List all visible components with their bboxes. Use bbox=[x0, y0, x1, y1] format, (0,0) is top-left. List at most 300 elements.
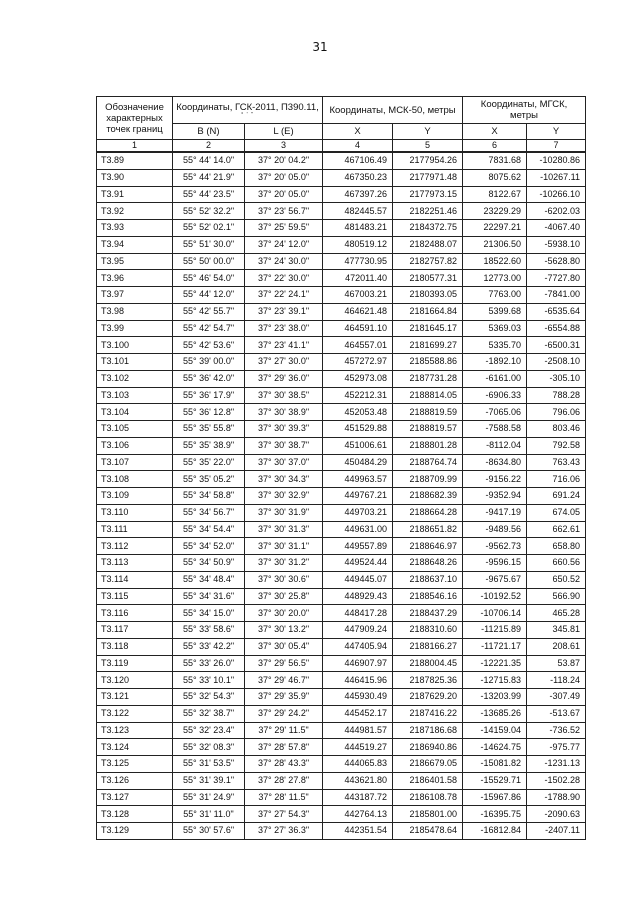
cell-msk-x: 449631.00 bbox=[323, 521, 393, 538]
cell-msk-y: 2182251.46 bbox=[393, 203, 463, 220]
cell-msk-y: 2188546.16 bbox=[393, 588, 463, 605]
table-row bbox=[97, 253, 586, 270]
cell-mgsk-x: 5399.68 bbox=[463, 303, 527, 320]
cell-latitude-b: 55° 34' 50.9" bbox=[173, 555, 245, 572]
column-number: 2 bbox=[173, 140, 245, 153]
cell-msk-x: 442351.54 bbox=[323, 823, 393, 840]
cell-point-id: Т3.118 bbox=[97, 638, 173, 655]
cell-msk-x: 464557.01 bbox=[323, 337, 393, 354]
cell-point-id: Т3.112 bbox=[97, 538, 173, 555]
cell-latitude-b: 55° 44' 14.0" bbox=[173, 152, 245, 169]
cell-msk-x: 450484.29 bbox=[323, 454, 393, 471]
table-row bbox=[97, 739, 586, 756]
table-row bbox=[97, 521, 586, 538]
cell-point-id: Т3.95 bbox=[97, 253, 173, 270]
cell-latitude-b: 55° 32' 38.7" bbox=[173, 705, 245, 722]
cell-mgsk-x: -6161.00 bbox=[463, 370, 527, 387]
table-row bbox=[97, 471, 586, 488]
cell-msk-x: 482445.57 bbox=[323, 203, 393, 220]
table-row bbox=[97, 270, 586, 287]
cell-mgsk-x: -9596.15 bbox=[463, 555, 527, 572]
cell-mgsk-x: -16395.75 bbox=[463, 806, 527, 823]
cell-msk-y: 2188801.28 bbox=[393, 437, 463, 454]
cell-latitude-b: 55° 33' 42.2" bbox=[173, 638, 245, 655]
cell-msk-y: 2186940.86 bbox=[393, 739, 463, 756]
cell-longitude-l: 37° 30' 20.0" bbox=[245, 605, 323, 622]
cell-latitude-b: 55° 32' 08.3" bbox=[173, 739, 245, 756]
cell-latitude-b: 55° 33' 26.0" bbox=[173, 655, 245, 672]
cell-longitude-l: 37° 30' 05.4" bbox=[245, 638, 323, 655]
cell-mgsk-x: -8112.04 bbox=[463, 437, 527, 454]
table-row bbox=[97, 488, 586, 505]
table-row bbox=[97, 504, 586, 521]
cell-msk-y: 2188166.27 bbox=[393, 638, 463, 655]
cell-msk-y: 2188004.45 bbox=[393, 655, 463, 672]
cell-msk-x: 448929.43 bbox=[323, 588, 393, 605]
subheader-b: B (N) bbox=[173, 124, 245, 140]
cell-mgsk-x: -11215.89 bbox=[463, 622, 527, 639]
cell-msk-y: 2188646.97 bbox=[393, 538, 463, 555]
cell-point-id: Т3.120 bbox=[97, 672, 173, 689]
cell-msk-x: 443621.80 bbox=[323, 772, 393, 789]
cell-latitude-b: 55° 35' 22.0" bbox=[173, 454, 245, 471]
cell-mgsk-y: -2508.10 bbox=[527, 354, 586, 371]
cell-mgsk-y: -513.67 bbox=[527, 705, 586, 722]
column-number-row bbox=[97, 140, 586, 153]
cell-msk-y: 2187825.36 bbox=[393, 672, 463, 689]
coordinates-table-container bbox=[96, 96, 585, 840]
cell-point-id: Т3.116 bbox=[97, 605, 173, 622]
cell-mgsk-y: -736.52 bbox=[527, 722, 586, 739]
cell-longitude-l: 37° 30' 25.8" bbox=[245, 588, 323, 605]
cell-longitude-l: 37° 22' 30.0" bbox=[245, 270, 323, 287]
table-row bbox=[97, 387, 586, 404]
cell-mgsk-y: -1788.90 bbox=[527, 789, 586, 806]
cell-msk-y: 2180393.05 bbox=[393, 287, 463, 304]
cell-latitude-b: 55° 34' 31.6" bbox=[173, 588, 245, 605]
table-row bbox=[97, 538, 586, 555]
cell-mgsk-x: -1892.10 bbox=[463, 354, 527, 371]
cell-msk-y: 2177973.15 bbox=[393, 186, 463, 203]
cell-msk-x: 464621.48 bbox=[323, 303, 393, 320]
cell-latitude-b: 55° 32' 54.3" bbox=[173, 689, 245, 706]
cell-latitude-b: 55° 36' 42.0" bbox=[173, 370, 245, 387]
subheader-mgsk-y: Y bbox=[527, 124, 586, 140]
table-row bbox=[97, 236, 586, 253]
cell-point-id: Т3.111 bbox=[97, 521, 173, 538]
subheader-msk-x: X bbox=[323, 124, 393, 140]
cell-msk-y: 2186679.05 bbox=[393, 756, 463, 773]
cell-longitude-l: 37° 28' 43.3" bbox=[245, 756, 323, 773]
table-row bbox=[97, 337, 586, 354]
cell-msk-y: 2188651.82 bbox=[393, 521, 463, 538]
cell-mgsk-y: -5628.80 bbox=[527, 253, 586, 270]
cell-longitude-l: 37° 30' 37.0" bbox=[245, 454, 323, 471]
cell-msk-x: 449703.21 bbox=[323, 504, 393, 521]
cell-mgsk-y: -118.24 bbox=[527, 672, 586, 689]
cell-longitude-l: 37° 30' 31.2" bbox=[245, 555, 323, 572]
cell-latitude-b: 55° 33' 58.6" bbox=[173, 622, 245, 639]
table-row bbox=[97, 823, 586, 840]
cell-longitude-l: 37° 30' 38.7" bbox=[245, 437, 323, 454]
cell-msk-x: 449767.21 bbox=[323, 488, 393, 505]
cell-msk-y: 2181645.17 bbox=[393, 320, 463, 337]
cell-point-id: Т3.109 bbox=[97, 488, 173, 505]
cell-msk-x: 451529.88 bbox=[323, 421, 393, 438]
table-row bbox=[97, 370, 586, 387]
cell-point-id: Т3.89 bbox=[97, 152, 173, 169]
cell-point-id: Т3.106 bbox=[97, 437, 173, 454]
cell-point-id: Т3.115 bbox=[97, 588, 173, 605]
table-row bbox=[97, 622, 586, 639]
cell-point-id: Т3.125 bbox=[97, 756, 173, 773]
coordinates-table bbox=[96, 96, 586, 840]
cell-mgsk-x: 8122.67 bbox=[463, 186, 527, 203]
cell-latitude-b: 55° 34' 54.4" bbox=[173, 521, 245, 538]
table-row bbox=[97, 672, 586, 689]
cell-longitude-l: 37° 28' 27.8" bbox=[245, 772, 323, 789]
cell-msk-x: 444981.57 bbox=[323, 722, 393, 739]
cell-latitude-b: 55° 31' 53.5" bbox=[173, 756, 245, 773]
cell-msk-x: 452973.08 bbox=[323, 370, 393, 387]
cell-msk-x: 442764.13 bbox=[323, 806, 393, 823]
cell-mgsk-y: 674.05 bbox=[527, 504, 586, 521]
cell-mgsk-x: 5335.70 bbox=[463, 337, 527, 354]
cell-longitude-l: 37° 27' 36.3" bbox=[245, 823, 323, 840]
cell-msk-x: 444065.83 bbox=[323, 756, 393, 773]
cell-msk-y: 2181664.84 bbox=[393, 303, 463, 320]
cell-point-id: Т3.107 bbox=[97, 454, 173, 471]
cell-mgsk-y: -307.49 bbox=[527, 689, 586, 706]
cell-mgsk-y: -6535.64 bbox=[527, 303, 586, 320]
column-number: 1 bbox=[97, 140, 173, 153]
cell-msk-y: 2188637.10 bbox=[393, 571, 463, 588]
cell-mgsk-x: -6906.33 bbox=[463, 387, 527, 404]
cell-msk-y: 2177954.26 bbox=[393, 152, 463, 169]
cell-longitude-l: 37° 30' 31.3" bbox=[245, 521, 323, 538]
cell-mgsk-y: 662.61 bbox=[527, 521, 586, 538]
cell-latitude-b: 55° 31' 39.1" bbox=[173, 772, 245, 789]
cell-mgsk-x: -9352.94 bbox=[463, 488, 527, 505]
cell-longitude-l: 37° 30' 31.1" bbox=[245, 538, 323, 555]
header-gsk-label: Координаты, ГСК-2011, П390.11, bbox=[176, 102, 319, 113]
cell-mgsk-y: -10267.11 bbox=[527, 169, 586, 186]
cell-mgsk-x: -16812.84 bbox=[463, 823, 527, 840]
cell-mgsk-x: 7763.00 bbox=[463, 287, 527, 304]
table-row bbox=[97, 303, 586, 320]
cell-longitude-l: 37° 27' 30.0" bbox=[245, 354, 323, 371]
cell-msk-x: 445930.49 bbox=[323, 689, 393, 706]
cell-mgsk-y: -1502.28 bbox=[527, 772, 586, 789]
cell-msk-x: 448417.28 bbox=[323, 605, 393, 622]
cell-mgsk-y: -7727.80 bbox=[527, 270, 586, 287]
cell-point-id: Т3.102 bbox=[97, 370, 173, 387]
cell-mgsk-y: -975.77 bbox=[527, 739, 586, 756]
cell-longitude-l: 37° 29' 56.5" bbox=[245, 655, 323, 672]
cell-latitude-b: 55° 32' 23.4" bbox=[173, 722, 245, 739]
cell-point-id: Т3.121 bbox=[97, 689, 173, 706]
table-row bbox=[97, 169, 586, 186]
header-gsk-units: ° ' " bbox=[241, 112, 254, 118]
cell-point-id: Т3.110 bbox=[97, 504, 173, 521]
column-number: 5 bbox=[393, 140, 463, 153]
table-row bbox=[97, 421, 586, 438]
cell-mgsk-x: -9417.19 bbox=[463, 504, 527, 521]
cell-msk-y: 2187731.28 bbox=[393, 370, 463, 387]
table-row bbox=[97, 454, 586, 471]
cell-mgsk-y: -10280.86 bbox=[527, 152, 586, 169]
cell-msk-y: 2188819.57 bbox=[393, 421, 463, 438]
header-mgsk: Координаты, МГСК, метры bbox=[463, 97, 586, 124]
cell-mgsk-x: -8634.80 bbox=[463, 454, 527, 471]
cell-msk-y: 2188664.28 bbox=[393, 504, 463, 521]
cell-msk-x: 447405.94 bbox=[323, 638, 393, 655]
cell-longitude-l: 37° 30' 13.2" bbox=[245, 622, 323, 639]
cell-mgsk-y: 691.24 bbox=[527, 488, 586, 505]
table-row bbox=[97, 722, 586, 739]
cell-msk-y: 2185588.86 bbox=[393, 354, 463, 371]
cell-point-id: Т3.127 bbox=[97, 789, 173, 806]
cell-msk-y: 2188310.60 bbox=[393, 622, 463, 639]
cell-msk-x: 449557.89 bbox=[323, 538, 393, 555]
table-row bbox=[97, 354, 586, 371]
cell-msk-x: 449963.57 bbox=[323, 471, 393, 488]
cell-mgsk-y: 208.61 bbox=[527, 638, 586, 655]
cell-point-id: Т3.108 bbox=[97, 471, 173, 488]
cell-point-id: Т3.128 bbox=[97, 806, 173, 823]
cell-point-id: Т3.123 bbox=[97, 722, 173, 739]
cell-mgsk-x: -13203.99 bbox=[463, 689, 527, 706]
cell-latitude-b: 55° 36' 12.8" bbox=[173, 404, 245, 421]
cell-point-id: Т3.122 bbox=[97, 705, 173, 722]
cell-msk-y: 2185478.64 bbox=[393, 823, 463, 840]
cell-point-id: Т3.129 bbox=[97, 823, 173, 840]
table-row bbox=[97, 588, 586, 605]
cell-msk-x: 445452.17 bbox=[323, 705, 393, 722]
cell-msk-x: 452053.48 bbox=[323, 404, 393, 421]
cell-msk-x: 457272.97 bbox=[323, 354, 393, 371]
cell-msk-x: 451006.61 bbox=[323, 437, 393, 454]
cell-point-id: Т3.94 bbox=[97, 236, 173, 253]
cell-msk-x: 447909.24 bbox=[323, 622, 393, 639]
cell-longitude-l: 37° 23' 56.7" bbox=[245, 203, 323, 220]
cell-msk-x: 467397.26 bbox=[323, 186, 393, 203]
cell-mgsk-x: -9156.22 bbox=[463, 471, 527, 488]
cell-longitude-l: 37° 24' 30.0" bbox=[245, 253, 323, 270]
cell-longitude-l: 37° 29' 11.5" bbox=[245, 722, 323, 739]
cell-mgsk-y: 796.06 bbox=[527, 404, 586, 421]
cell-mgsk-y: -6500.31 bbox=[527, 337, 586, 354]
cell-mgsk-y: -4067.40 bbox=[527, 220, 586, 237]
cell-longitude-l: 37° 22' 24.1" bbox=[245, 287, 323, 304]
cell-msk-x: 467003.21 bbox=[323, 287, 393, 304]
cell-msk-y: 2185801.00 bbox=[393, 806, 463, 823]
cell-msk-x: 467106.49 bbox=[323, 152, 393, 169]
cell-mgsk-y: 658.80 bbox=[527, 538, 586, 555]
cell-latitude-b: 55° 52' 02.1" bbox=[173, 220, 245, 237]
table-body bbox=[97, 152, 586, 839]
cell-latitude-b: 55° 35' 55.8" bbox=[173, 421, 245, 438]
cell-point-id: Т3.100 bbox=[97, 337, 173, 354]
cell-mgsk-x: -9489.56 bbox=[463, 521, 527, 538]
cell-mgsk-x: -15081.82 bbox=[463, 756, 527, 773]
table-row bbox=[97, 806, 586, 823]
cell-point-id: Т3.96 bbox=[97, 270, 173, 287]
subheader-l: L (E) bbox=[245, 124, 323, 140]
cell-latitude-b: 55° 31' 24.9" bbox=[173, 789, 245, 806]
cell-msk-x: 464591.10 bbox=[323, 320, 393, 337]
cell-mgsk-x: -15967.86 bbox=[463, 789, 527, 806]
cell-msk-x: 446415.96 bbox=[323, 672, 393, 689]
cell-msk-y: 2187186.68 bbox=[393, 722, 463, 739]
table-row bbox=[97, 437, 586, 454]
cell-mgsk-y: -2090.63 bbox=[527, 806, 586, 823]
cell-point-id: Т3.113 bbox=[97, 555, 173, 572]
cell-latitude-b: 55° 34' 15.0" bbox=[173, 605, 245, 622]
subheader-msk-y: Y bbox=[393, 124, 463, 140]
cell-mgsk-y: 53.87 bbox=[527, 655, 586, 672]
subheader-mgsk-x: X bbox=[463, 124, 527, 140]
cell-mgsk-x: 12773.00 bbox=[463, 270, 527, 287]
cell-mgsk-x: 23229.29 bbox=[463, 203, 527, 220]
cell-latitude-b: 55° 35' 05.2" bbox=[173, 471, 245, 488]
cell-msk-y: 2187416.22 bbox=[393, 705, 463, 722]
cell-latitude-b: 55° 50' 00.0" bbox=[173, 253, 245, 270]
cell-msk-x: 443187.72 bbox=[323, 789, 393, 806]
cell-point-id: Т3.103 bbox=[97, 387, 173, 404]
header-msk: Координаты, МСК-50, метры bbox=[323, 97, 463, 124]
cell-point-id: Т3.92 bbox=[97, 203, 173, 220]
cell-mgsk-y: -7841.00 bbox=[527, 287, 586, 304]
cell-mgsk-x: 5369.03 bbox=[463, 320, 527, 337]
cell-msk-x: 452212.31 bbox=[323, 387, 393, 404]
cell-point-id: Т3.101 bbox=[97, 354, 173, 371]
table-row bbox=[97, 772, 586, 789]
cell-point-id: Т3.114 bbox=[97, 571, 173, 588]
column-number: 3 bbox=[245, 140, 323, 153]
cell-mgsk-x: -10706.14 bbox=[463, 605, 527, 622]
table-row bbox=[97, 571, 586, 588]
cell-mgsk-x: -12715.83 bbox=[463, 672, 527, 689]
cell-msk-x: 467350.23 bbox=[323, 169, 393, 186]
cell-msk-y: 2186401.58 bbox=[393, 772, 463, 789]
cell-msk-x: 449445.07 bbox=[323, 571, 393, 588]
cell-longitude-l: 37° 23' 41.1" bbox=[245, 337, 323, 354]
table-row bbox=[97, 789, 586, 806]
cell-mgsk-x: -13685.26 bbox=[463, 705, 527, 722]
cell-mgsk-y: 763.43 bbox=[527, 454, 586, 471]
cell-longitude-l: 37° 29' 24.2" bbox=[245, 705, 323, 722]
cell-latitude-b: 55° 46' 54.0" bbox=[173, 270, 245, 287]
cell-longitude-l: 37° 23' 38.0" bbox=[245, 320, 323, 337]
cell-msk-x: 480519.12 bbox=[323, 236, 393, 253]
cell-mgsk-x: -15529.71 bbox=[463, 772, 527, 789]
cell-mgsk-y: 650.52 bbox=[527, 571, 586, 588]
cell-mgsk-x: -14159.04 bbox=[463, 722, 527, 739]
table-row bbox=[97, 287, 586, 304]
cell-mgsk-y: -10266.10 bbox=[527, 186, 586, 203]
cell-msk-y: 2177971.48 bbox=[393, 169, 463, 186]
table-row bbox=[97, 203, 586, 220]
cell-mgsk-x: -12221.35 bbox=[463, 655, 527, 672]
cell-point-id: Т3.97 bbox=[97, 287, 173, 304]
cell-msk-y: 2180577.31 bbox=[393, 270, 463, 287]
cell-longitude-l: 37° 23' 39.1" bbox=[245, 303, 323, 320]
cell-msk-y: 2188682.39 bbox=[393, 488, 463, 505]
cell-longitude-l: 37° 30' 34.3" bbox=[245, 471, 323, 488]
cell-msk-x: 472011.40 bbox=[323, 270, 393, 287]
cell-msk-y: 2182488.07 bbox=[393, 236, 463, 253]
header-gsk bbox=[173, 97, 323, 124]
table-row bbox=[97, 320, 586, 337]
cell-mgsk-x: 7831.68 bbox=[463, 152, 527, 169]
cell-longitude-l: 37° 25' 59.5" bbox=[245, 220, 323, 237]
cell-point-id: Т3.91 bbox=[97, 186, 173, 203]
cell-longitude-l: 37° 28' 57.8" bbox=[245, 739, 323, 756]
cell-msk-y: 2188437.29 bbox=[393, 605, 463, 622]
cell-msk-x: 444519.27 bbox=[323, 739, 393, 756]
cell-longitude-l: 37° 30' 30.6" bbox=[245, 571, 323, 588]
cell-point-id: Т3.99 bbox=[97, 320, 173, 337]
table-row bbox=[97, 655, 586, 672]
cell-mgsk-y: -305.10 bbox=[527, 370, 586, 387]
cell-latitude-b: 55° 39' 00.0" bbox=[173, 354, 245, 371]
cell-latitude-b: 55° 36' 17.9" bbox=[173, 387, 245, 404]
cell-longitude-l: 37° 24' 12.0" bbox=[245, 236, 323, 253]
cell-latitude-b: 55° 52' 32.2" bbox=[173, 203, 245, 220]
cell-point-id: Т3.105 bbox=[97, 421, 173, 438]
cell-point-id: Т3.90 bbox=[97, 169, 173, 186]
cell-mgsk-y: 788.28 bbox=[527, 387, 586, 404]
cell-mgsk-y: 792.58 bbox=[527, 437, 586, 454]
table-header bbox=[97, 97, 586, 153]
cell-mgsk-x: -11721.17 bbox=[463, 638, 527, 655]
cell-mgsk-x: -7065.06 bbox=[463, 404, 527, 421]
cell-latitude-b: 55° 33' 10.1" bbox=[173, 672, 245, 689]
cell-longitude-l: 37° 28' 11.5" bbox=[245, 789, 323, 806]
cell-point-id: Т3.104 bbox=[97, 404, 173, 421]
cell-longitude-l: 37° 20' 05.0" bbox=[245, 169, 323, 186]
table-row bbox=[97, 705, 586, 722]
cell-longitude-l: 37° 30' 31.9" bbox=[245, 504, 323, 521]
cell-mgsk-y: 716.06 bbox=[527, 471, 586, 488]
table-row bbox=[97, 152, 586, 169]
cell-longitude-l: 37° 20' 04.2" bbox=[245, 152, 323, 169]
cell-latitude-b: 55° 42' 53.6" bbox=[173, 337, 245, 354]
cell-mgsk-y: 803.46 bbox=[527, 421, 586, 438]
cell-mgsk-x: -10192.52 bbox=[463, 588, 527, 605]
cell-msk-y: 2188709.99 bbox=[393, 471, 463, 488]
cell-latitude-b: 55° 30' 57.6" bbox=[173, 823, 245, 840]
column-number: 6 bbox=[463, 140, 527, 153]
page-number: 31 bbox=[312, 40, 328, 54]
cell-latitude-b: 55° 44' 23.5" bbox=[173, 186, 245, 203]
cell-mgsk-y: -6554.88 bbox=[527, 320, 586, 337]
cell-mgsk-x: 21306.50 bbox=[463, 236, 527, 253]
cell-mgsk-y: -1231.13 bbox=[527, 756, 586, 773]
cell-point-id: Т3.119 bbox=[97, 655, 173, 672]
cell-longitude-l: 37° 27' 54.3" bbox=[245, 806, 323, 823]
cell-latitude-b: 55° 44' 21.9" bbox=[173, 169, 245, 186]
cell-longitude-l: 37° 20' 05.0" bbox=[245, 186, 323, 203]
cell-latitude-b: 55° 51' 30.0" bbox=[173, 236, 245, 253]
cell-latitude-b: 55° 34' 58.8" bbox=[173, 488, 245, 505]
cell-longitude-l: 37° 30' 39.3" bbox=[245, 421, 323, 438]
cell-mgsk-x: 8075.62 bbox=[463, 169, 527, 186]
cell-mgsk-y: 660.56 bbox=[527, 555, 586, 572]
column-number: 4 bbox=[323, 140, 393, 153]
cell-longitude-l: 37° 29' 36.0" bbox=[245, 370, 323, 387]
